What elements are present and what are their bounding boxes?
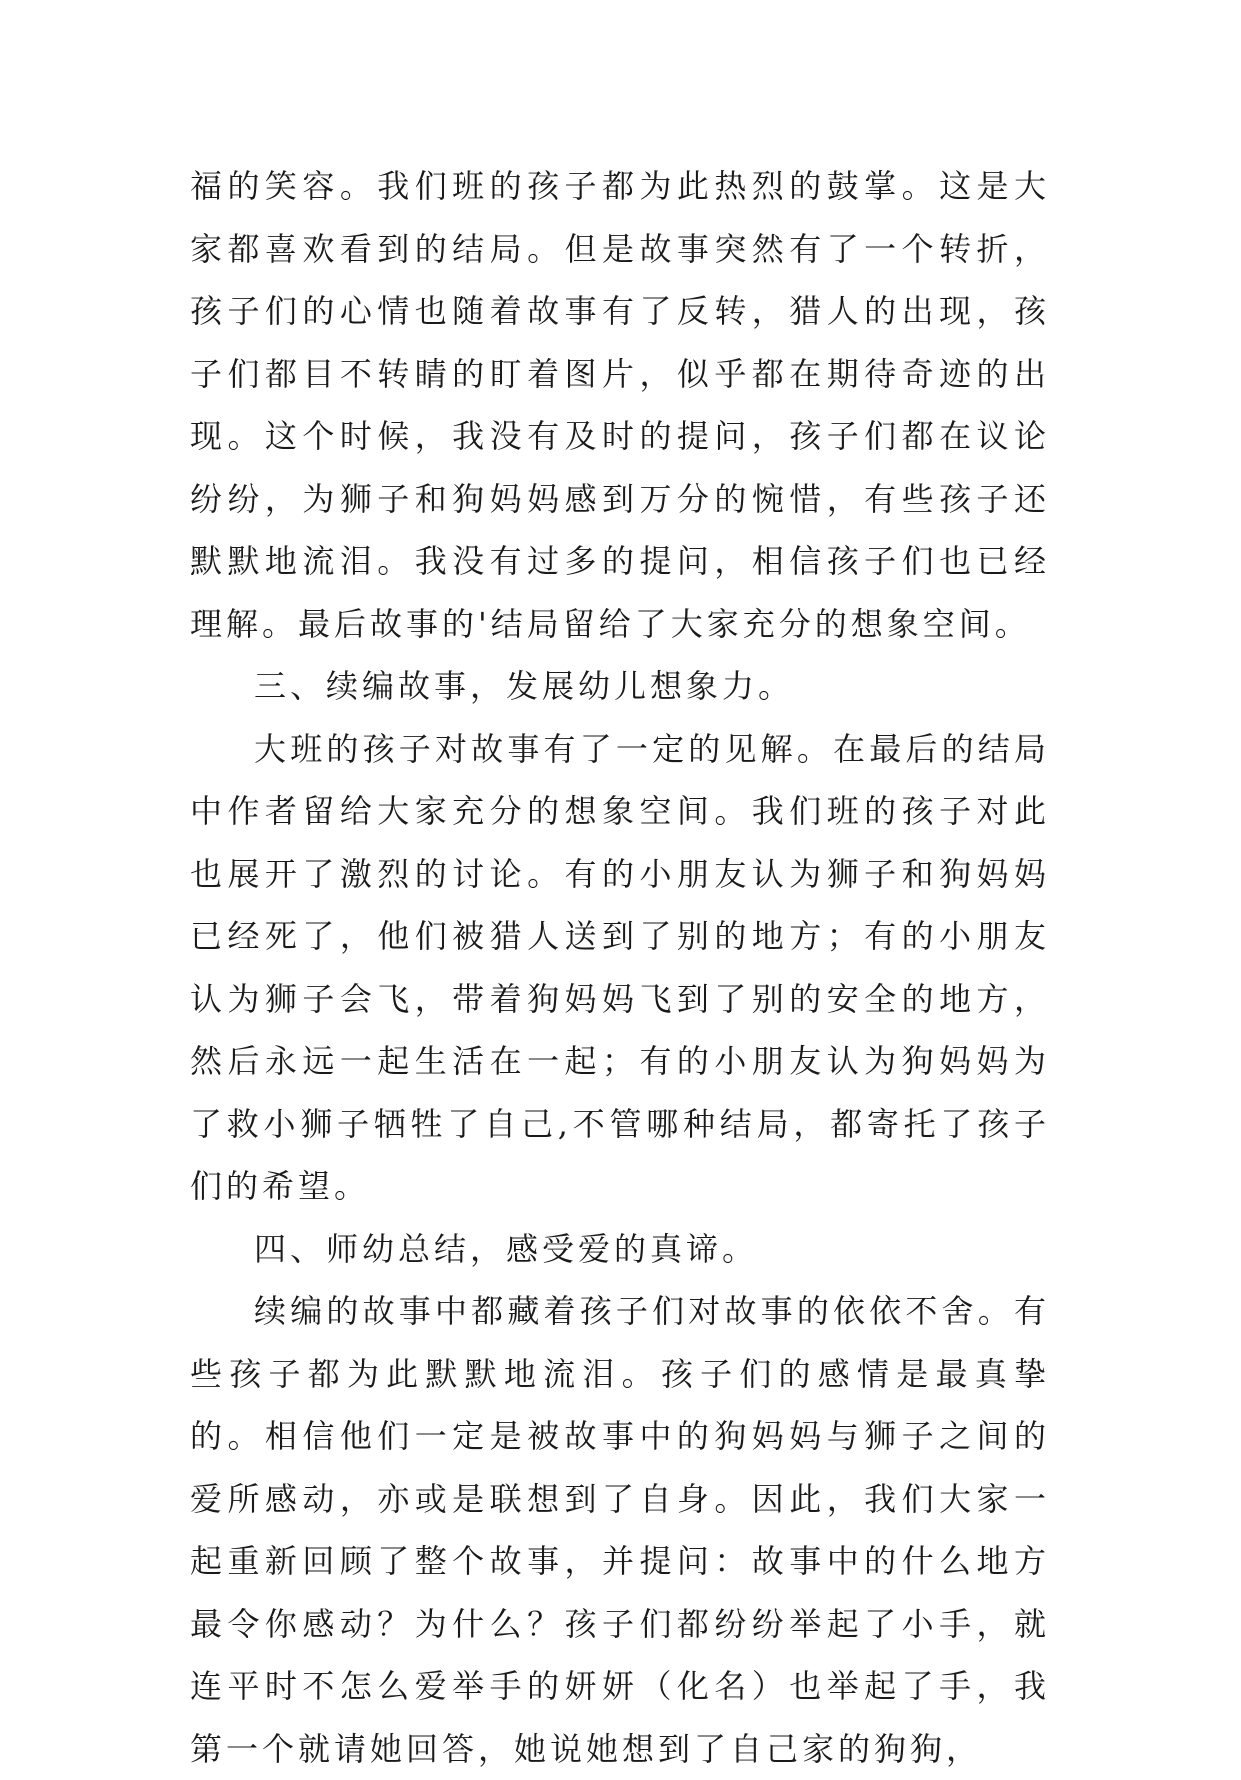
document-body	[190, 155, 1050, 1780]
section-heading-4: 四、师幼总结，感受爱的真谛。	[254, 1229, 759, 1268]
paragraph-continued: 福的笑容。我们班的孩子都为此热烈的鼓掌。这是大家都喜欢看到的结局。但是故事突然有了一个转折，孩子们的心情也随着故事有了反转，猎人的出现，孩子们都目不转睛的盯着图片，似乎都在期待奇迹的出现。这个时候，我没有及时的提问，孩子们都在议论纷纷，为狮子和狗妈妈感到万分的惋惜，有些孩子还默默地流泪。我没有过多的提问，相信孩子们也已经理解。最后故事的'结局留给了大家充分的想象空间。	[190, 167, 1050, 643]
paragraph-section-3: 大班的孩子对故事有了一定的见解。在最后的结局中作者留给大家充分的想象空间。我们班的孩子对此也展开了激烈的讨论。有的小朋友认为狮子和狗妈妈已经死了，他们被猎人送到了别的地方；有的小朋友认为狮子会飞，带着狗妈妈飞到了别的安全的地方，然后永远一起生活在一起；有的小朋友认为狗妈妈为了救小狮子牺牲了自己,不管哪种结局，都寄托了孩子们的希望。	[190, 729, 1050, 1205]
section-heading-3: 三、续编故事，发展幼儿想象力。	[254, 667, 795, 705]
paragraph-section-4: 续编的故事中都藏着孩子们对故事的依依不舍。有些孩子都为此默默地流泪。孩子们的感情是最真挚的。相信他们一定是被故事中的狗妈妈与狮子之间的爱所感动，亦或是联想到了自身。因此，我们大家一起重新回顾了整个故事，并提问：故事中的什么地方最令你感动？为什么？孩子们都纷纷举起了小手，就连平时不怎么爱举手的妍妍（化名）也举起了手，我第一个就请她回答，她说她想到了自己家的狗狗，	[190, 1292, 1050, 1768]
